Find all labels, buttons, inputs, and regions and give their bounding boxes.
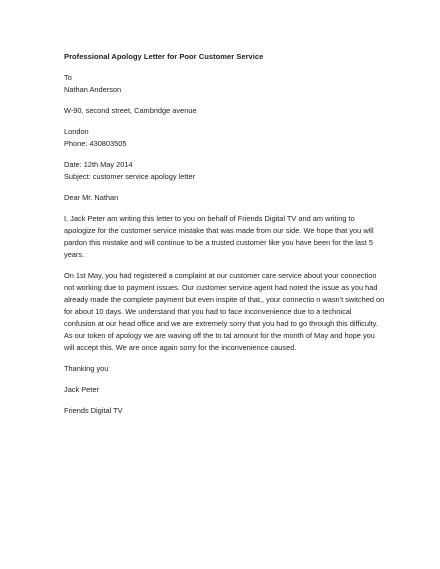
paragraph-2-line: will accept this. We are once again sorry for the inconvenience caused. <box>64 343 297 352</box>
salutation: Dear Mr. Nathan <box>64 193 119 202</box>
recipient-name: Nathan Anderson <box>64 85 122 94</box>
paragraph-1-line: years. <box>64 250 85 259</box>
paragraph-1-line: apologize for the customer service mistake that was made from our side. We hope that you will <box>64 226 374 235</box>
paragraph-2-line: As our token of apology we are waving off the to tal amount for the month of May and hope you <box>64 331 375 340</box>
paragraph-2-line: already made the complete payment but even inspite of that,, your connectio n wasn't switched on <box>64 295 385 304</box>
recipient-address: W-90, second street, Cambridge avenue <box>64 106 197 115</box>
paragraph-2-line: On 1st May, you had registered a complaint at our customer care service about your connection <box>64 271 377 280</box>
to-label: To <box>64 73 72 82</box>
company-name: Friends Digital TV <box>64 406 123 415</box>
paragraph-1-line: I, Jack Peter am writing this letter to you on behalf of Friends Digital TV and am writing to <box>64 214 355 223</box>
signature-name: Jack Peter <box>64 385 99 394</box>
recipient-phone: Phone: 430803505 <box>64 139 127 148</box>
paragraph-2-line: for about 10 days. We understand that you had to face inconvenience due to a technical <box>64 307 352 316</box>
letter-title: Professional Apology Letter for Poor Customer Service <box>64 52 264 61</box>
paragraph-2 <box>64 270 384 354</box>
letter-date: Date: 12th May 2014 <box>64 160 133 169</box>
paragraph-2-line: not working due to payment issues. Our customer service agent had noted the issue as you had <box>64 283 378 292</box>
recipient-city: London <box>64 127 89 136</box>
paragraph-1-line: pardon this mistake and will continue to be a trusted customer like you have been for the last 5 <box>64 238 373 247</box>
closing: Thanking you <box>64 364 109 373</box>
letter-body <box>64 51 384 417</box>
letter-subject: Subject: customer service apology letter <box>64 172 196 181</box>
paragraph-2-line: confusion at our head office and we are extremely sorry that you had to go through this difficulty. <box>64 319 378 328</box>
paragraph-1 <box>64 213 384 261</box>
